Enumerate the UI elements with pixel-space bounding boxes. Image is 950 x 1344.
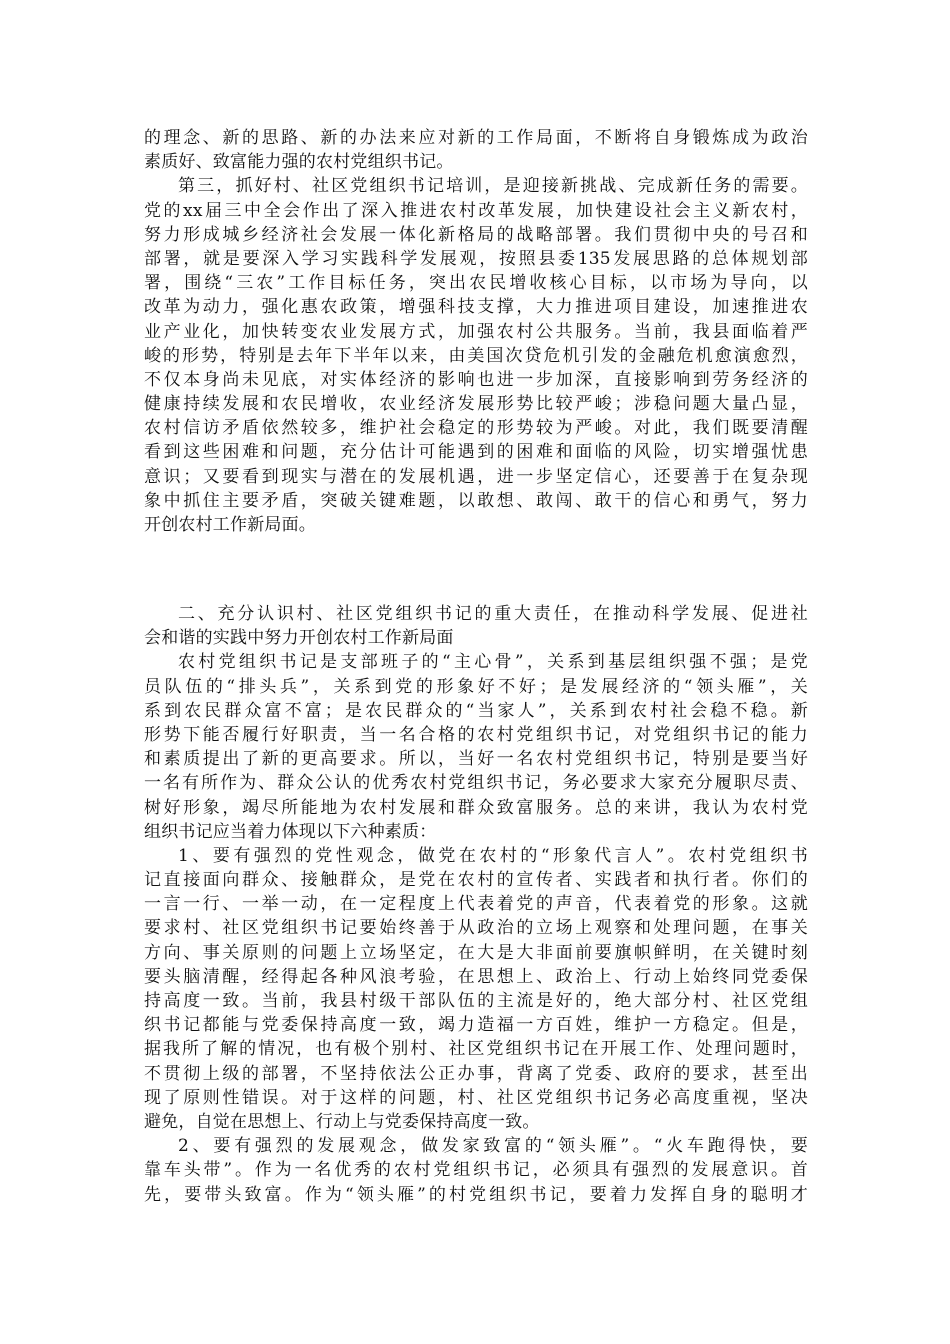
text-line: 靠车头带”。作为一名优秀的农村党组织书记，必须具有强烈的发展意识。首 xyxy=(144,1160,808,1181)
text-line: 记直接面向群众、接触群众，是党在农村的宣传者、实践者和执行者。你们的 xyxy=(144,870,808,891)
text-line: 持高度一致。当前，我县村级干部队伍的主流是好的，绝大部分村、社区党组 xyxy=(144,991,808,1011)
paragraph-start: 第三，抓好村、社区党组织书记培训，是迎接新挑战、完成新任务的需要。 xyxy=(178,176,808,197)
text-line: 部署，就是要深入学习实践科学发展观，按照县委135发展思路的总体规划部 xyxy=(144,248,808,269)
section-b-text xyxy=(144,602,808,1207)
text-line: 的理念、新的思路、新的办法来应对新的工作局面，不断将自身锻炼成为政治 xyxy=(144,128,808,148)
text-line: 农村信访矛盾依然较多，维护社会稳定的形势较为严峻。对此，我们既要清醒 xyxy=(144,418,808,439)
text-line: 系到农民群众富不富；是农民群众的“当家人”，关系到农村社会稳不稳。新 xyxy=(144,700,808,721)
text-line: 峻的形势，特别是去年下半年以来，由美国次贷危机引发的金融危机愈演愈烈， xyxy=(144,345,808,366)
paragraph-start: 1、要有强烈的党性观念，做党在农村的“形象代言人”。农村党组织书 xyxy=(178,845,808,866)
text-line: 不仅本身尚未见底，对实体经济的影响也进一步加深，直接影响到劳务经济的 xyxy=(144,369,808,390)
text-line: 不贯彻上级的部署，不坚持依法公正办事，背离了党委、政府的要求，甚至出 xyxy=(144,1063,808,1084)
text-line: 健康持续发展和农民增收，农业经济发展形势比较严峻；涉稳问题大量凸显， xyxy=(144,394,808,415)
text-line: 现了原则性错误。对于这样的问题，村、社区党组织书记务必高度重视，坚决 xyxy=(144,1087,808,1108)
text-line: 看到这些困难和问题，充分估计可能遇到的困难和面临的风险，切实增强忧患 xyxy=(144,442,808,463)
paragraph-start: 2、要有强烈的发展观念，做发家致富的“领头雁”。“火车跑得快，要 xyxy=(178,1136,808,1157)
text-line: 署，围绕“三农”工作目标任务，突出农民增收核心目标，以市场为导向，以 xyxy=(144,273,808,294)
text-line: 避免，自觉在思想上、行动上与党委保持高度一致。 xyxy=(144,1111,540,1132)
text-line: 一言一行、一举一动，在一定程度上代表着党的声音，代表着党的形象。这就 xyxy=(144,894,808,915)
text-line: 和素质提出了新的更高要求。所以，当好一名农村党组织书记，特别是要当好 xyxy=(144,749,808,770)
text-line: 改革为动力，强化惠农政策，增强科技支撑，大力推进项目建设，加速推进农 xyxy=(144,297,808,318)
text-line: 开创农村工作新局面。 xyxy=(144,515,316,535)
text-line: 一名有所作为、群众公认的优秀农村党组织书记，务必要求大家充分履职尽责、 xyxy=(144,773,808,794)
text-line: 树好形象，竭尽所能地为农村发展和群众致富服务。总的来讲，我认为农村党 xyxy=(144,797,808,818)
text-line: 方向、事关原则的问题上立场坚定，在大是大非面前要旗帜鲜明，在关键时刻 xyxy=(144,942,808,963)
section-heading: 会和谐的实践中努力开创农村工作新局面 xyxy=(144,628,454,649)
text-line: 努力形成城乡经济社会发展一体化新格局的战略部署。我们贯彻中央的号召和 xyxy=(144,224,808,245)
text-line: 要求村、社区党组织书记要始终善于从政治的立场上观察和处理问题，在事关 xyxy=(144,918,808,939)
text-line: 形势下能否履行好职责，当一名合格的农村党组织书记，对党组织书记的能力 xyxy=(144,724,808,745)
section-a-text xyxy=(144,126,808,537)
text-line: 先，要带头致富。作为“领头雁”的村党组织书记，要着力发挥自身的聪明才 xyxy=(144,1184,808,1205)
paragraph-start: 农村党组织书记是支部班子的“主心骨”，关系到基层组织强不强；是党 xyxy=(178,652,808,673)
text-line: 织书记都能与党委保持高度一致，竭力造福一方百姓，维护一方稳定。但是， xyxy=(144,1015,808,1036)
text-line: 组织书记应当着力体现以下六种素质： xyxy=(144,821,437,842)
text-line: 业产业化，加快转变农业发展方式，加强农村公共服务。当前，我县面临着严 xyxy=(144,321,808,342)
section-heading: 二、充分认识村、社区党组织书记的重大责任，在推动科学发展、促进社 xyxy=(178,604,808,624)
text-line: 意识；又要看到现实与潜在的发展机遇，进一步坚定信心，还要善于在复杂现 xyxy=(144,466,808,487)
text-line: 员队伍的“排头兵”，关系到党的形象好不好；是发展经济的“领头雁”，关 xyxy=(144,676,808,697)
text-line: 象中抓住主要矛盾，突破关键难题，以敢想、敢闯、敢干的信心和勇气，努力 xyxy=(144,490,808,511)
text-line: 党的xx届三中全会作出了深入推进农村改革发展，加快建设社会主义新农村， xyxy=(144,200,808,221)
text-line: 要头脑清醒，经得起各种风浪考验，在思想上、政治上、行动上始终同党委保 xyxy=(144,966,808,987)
text-line: 素质好、致富能力强的农村党组织书记。 xyxy=(144,152,454,173)
text-line: 据我所了解的情况，也有极个别村、社区党组织书记在开展工作、处理问题时， xyxy=(144,1039,808,1060)
